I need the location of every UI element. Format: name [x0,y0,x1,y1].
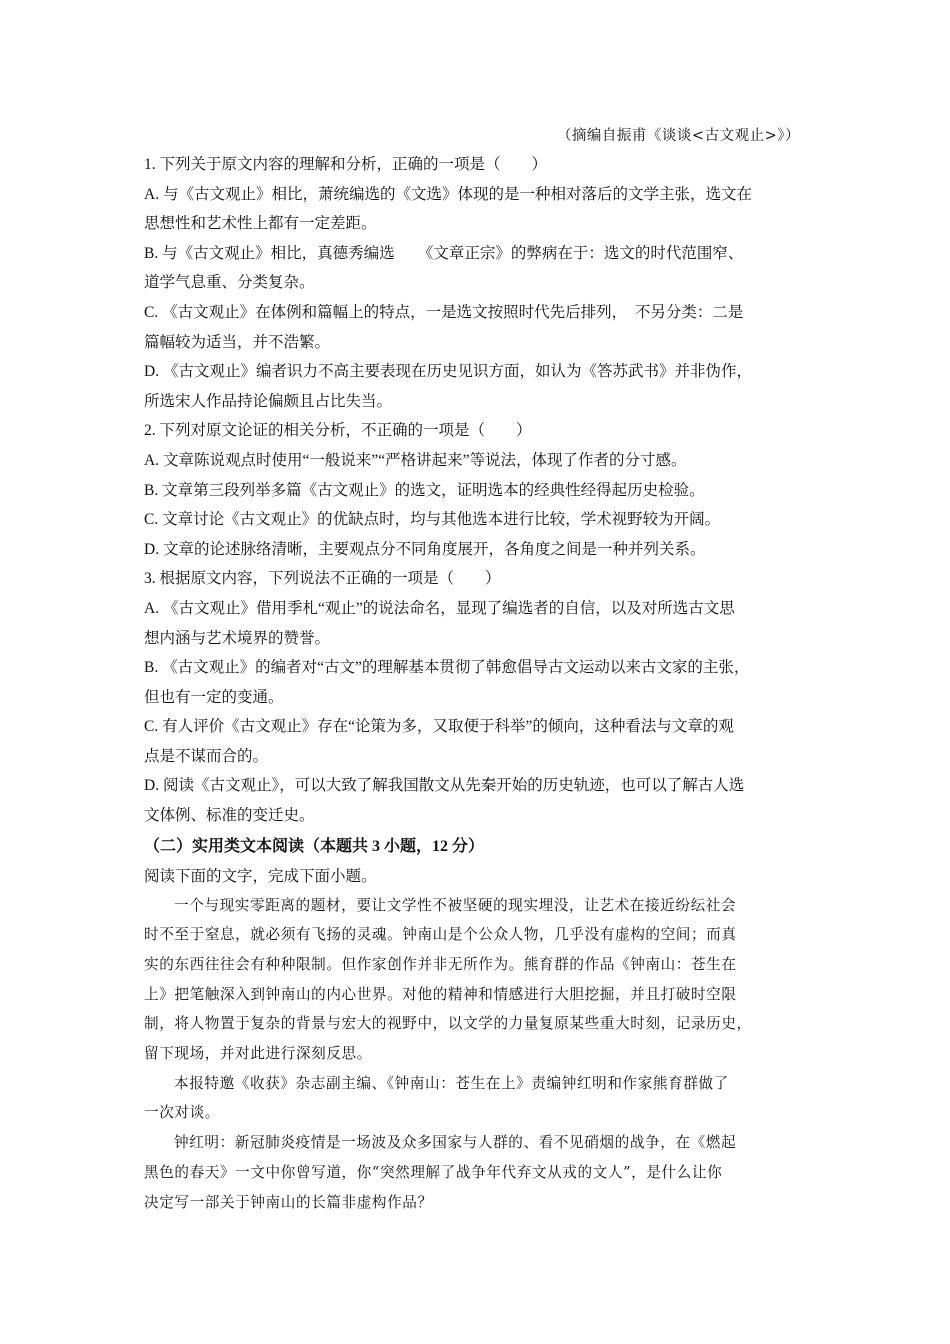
option-line: D. 《古文观止》编者识力不高主要表现在历史见识方面，如认为《答苏武书》并非伪作， [144,363,752,381]
option-line: B. 与《古文观止》相比，真德秀编选 《文章正宗》的弊病在于：选文的时代范围窄、 [144,244,744,262]
option-line: 篇幅较为适当，并不浩繁。 [144,333,331,351]
option-line: C. 《古文观止》在体例和篇幅上的特点，一是选文按照时代先后排列， 不另分类：二是 [144,303,744,321]
option-line: A. 《古文观止》借用季札“观止”的说法命名，显现了编选者的自信，以及对所选古文思 [144,599,735,617]
option-line: 想内涵与艺术境界的赞誉。 [144,629,331,647]
option-line: 文体例、标准的变迁史。 [144,807,315,825]
paragraph-line: 决定写一部关于钟南山的长篇非虚构作品？ [144,1193,433,1211]
question-1 [144,150,812,416]
section-2 [144,832,812,1218]
paragraph-line: 钟红明：新冠肺炎疫情是一场波及众多国家与人群的、看不见硝烟的战争，在《燃起 [174,1134,737,1152]
paragraph-line: 本报特邀《收获》杂志副主编、《钟南山：苍生在上》责编钟红明和作家熊育群做了 [174,1074,729,1092]
question-3 [144,564,812,830]
option-line: A. 文章陈说观点时使用“一般说来”“严格讲起来”等说法，体现了作者的分寸感。 [144,451,687,469]
paragraph-2 [144,1069,812,1128]
paragraph-line: 一次对谈。 [144,1104,220,1122]
paragraph-line: 制，将人物置于复杂的背景与宏大的视野中，以文学的力量复原某些重大时刻，记录历史， [144,1015,752,1033]
paragraph-1 [144,891,812,1069]
question-stem: 3. 根据原文内容，下列说法不正确的一项是（ ） [144,570,501,588]
option-line: A. 与《古文观止》相比，萧统编选的《文选》体现的是一种相对落后的文学主张，选文在 [144,185,752,203]
passage [144,891,812,1218]
option-line: B. 《古文观止》的编者对“古文”的理解基本贯彻了韩愈倡导古文运动以来古文家的主张， [144,659,750,677]
paragraph-line: 黑色的春天》一文中你曾写道，你“突然理解了战争年代弃文从戎的文人”，是什么让你 [144,1163,723,1181]
content-column [144,150,812,1217]
option-line: 道学气息重、分类复杂。 [144,274,315,292]
question-2 [144,416,812,564]
paragraph-line: 时不至于窒息，就必须有飞扬的灵魂。钟南山是个公众人物，几乎没有虚构的空间；而真 [144,926,737,944]
paragraph-line: 上》把笔触深入到钟南山的内心世界。对他的精神和情感进行大胆挖掘，并且打破时空限 [144,985,737,1003]
option-line: C. 文章讨论《古文观止》的优缺点时，均与其他选本进行比较，学术视野较为开阔。 [144,511,721,529]
option-line: B. 文章第三段列举多篇《古文观止》的选文，证明选本的经典性经得起历史检验。 [144,481,705,499]
paragraph-line: 留下现场，并对此进行深刻反思。 [144,1045,372,1063]
section-title: （二）实用类文本阅读（本题共 3 小题，12 分） [144,837,485,855]
section-instruction: 阅读下面的文字，完成下面小题。 [144,867,377,885]
option-line: 但也有一定的变通。 [144,688,284,706]
option-line: C. 有人评价《古文观止》存在“论策为多，又取便于科举”的倾向，这种看法与文章的观 [144,718,734,736]
paragraph-line: 一个与现实零距离的题材，要让文学性不被坚硬的现实埋没，让艺术在接近纷纭社会 [174,896,737,914]
option-line: 所选宋人作品持论偏颇且占比失当。 [144,392,393,410]
paragraph-line: 实的东西往往会有种种限制。但作家创作并非无所作为。熊育群的作品《钟南山：苍生在 [144,956,737,974]
option-line: D. 阅读《古文观止》，可以大致了解我国散文从先秦开始的历史轨迹，也可以了解古人选 [144,777,745,795]
source-note: （摘编自振甫《谈谈<古文观止>》） [556,128,800,144]
option-line: 点是不谋而合的。 [144,747,269,765]
option-line: D. 文章的论述脉络清晰，主要观点分不同角度展开，各角度之间是一种并列关系。 [144,540,706,558]
question-stem: 1. 下列关于原文内容的理解和分析，正确的一项是（ ） [144,156,548,173]
option-line: 思想性和艺术性上都有一定差距。 [144,215,377,233]
paragraph-3 [144,1128,812,1217]
question-stem: 2. 下列对原文论证的相关分析，不正确的一项是（ ） [144,422,532,440]
